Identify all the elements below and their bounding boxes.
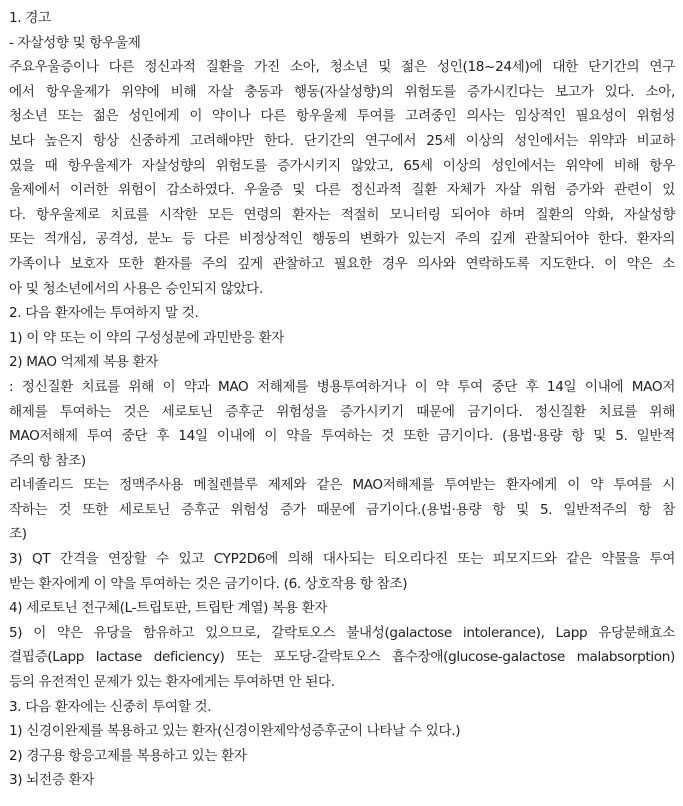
text-line: - 자살성향 및 항우울제: [9, 34, 141, 51]
text-line: 3) QT 간격을 연장할 수 있고 CYP2D6에 의해 대사되는 티오리다진 또는 피모지드와 같은 약물을 투여: [9, 551, 675, 568]
text-line: 다. 항우울제로 치료를 시작한 모든 연령의 환자는 적절히 모니터링 되어야 하며 질환의 악화, 자살성향: [9, 206, 675, 223]
text-line: 청소년 또는 젊은 성인에게 이 약이나 다른 항우울제 투여를 고려중인 의사는 임상적인 필요성이 위험성: [9, 108, 675, 125]
text-line: MAO저해제 투여 중단 후 14일 이내에 이 약을 투여하는 것 또한 금기이다. (용법·용량 항 및 5. 일반적: [9, 428, 675, 445]
text-line: 2. 다음 환자에는 투여하지 말 것.: [9, 305, 199, 322]
text-line: 조): [9, 526, 27, 543]
text-line: 2) 경구용 항응고제를 복용하고 있는 환자: [9, 747, 247, 764]
text-line: 결핍증(Lapp lactase deficiency) 또는 포도당-갈락토오스 흡수장애(glucose-galactose malabsorption): [9, 649, 675, 666]
text-line: 등의 유전적인 문제가 있는 환자에게는 투여하면 안 된다.: [9, 674, 335, 691]
text-line: 2) MAO 억제제 복용 환자: [9, 354, 159, 371]
text-line: 주요우울증이나 다른 정신과적 질환을 가진 소아, 청소년 및 젊은 성인(18~24세)에 대한 단기간의 연구: [9, 59, 675, 76]
text-line: 3) 뇌전증 환자: [9, 772, 95, 789]
text-line: 또는 적개심, 공격성, 분노 등 다른 비정상적인 행동의 변화가 있는지 주의 깊게 관찰되어야 한다. 환자의: [9, 231, 675, 248]
text-line: 해제를 투여하는 것은 세로토닌 증후군 위험성을 증가시키기 때문에 금기이다. 정신질환 치료를 위해: [9, 403, 675, 420]
text-line: 1) 신경이완제를 복용하고 있는 환자(신경이완제악성증후군이 나타날 수 있다.): [9, 723, 461, 740]
text-line: 작하는 것 또한 세로토닌 증후군 위험성 증가 때문에 금기이다.(용법·용량 항 및 5. 일반적주의 항 참: [9, 501, 675, 518]
text-line: 아 및 청소년에서의 사용은 승인되지 않았다.: [9, 280, 263, 297]
text-line: 3. 다음 환자에는 신중히 투여할 것.: [9, 698, 212, 715]
text-line: 5) 이 약은 유당을 함유하고 있으므로, 갈락토오스 불내성(galactose intolerance), Lapp 유당분해효소: [9, 624, 675, 641]
text-line: : 정신질환 치료를 위해 이 약과 MAO 저해제를 병용투여하거나 이 약 투여 중단 후 14일 이내에 MAO저: [9, 378, 675, 395]
text-line: 받는 환자에게 이 약을 투여하는 것은 금기이다. (6. 상호작용 항 참조): [9, 575, 408, 592]
text-line: 가족이나 보호자 또한 환자를 주의 깊게 관찰하고 필요한 경우 의사와 연락하도록 지도한다. 이 약은 소: [9, 255, 675, 272]
text-line: 에서 항우울제가 위약에 비해 자살 충동과 행동(자살성향)의 위험도를 증가시킨다는 보고가 있다. 소아,: [9, 83, 675, 100]
text-line: 주의 항 참조): [9, 452, 86, 469]
text-line: 4) 세로토닌 전구체(L-트립토판, 트립탄 계열) 복용 환자: [9, 600, 328, 617]
text-line: 보다 높은지 항상 신중하게 고려해야만 한다. 단기간의 연구에서 25세 이상의 성인에서는 위약과 비교하: [9, 132, 675, 149]
text-line: 였을 때 항우울제가 자살성향의 위험도를 증가시키지 않았고, 65세 이상의 성인에서는 위약에 비해 항우: [9, 157, 675, 174]
text-line: 1) 이 약 또는 이 약의 구성성분에 과민반응 환자: [9, 329, 285, 346]
text-line: 1. 경고: [9, 10, 51, 26]
text-line: 울제에서 이러한 위험이 감소하였다. 우울증 및 다른 정신과적 질환 자체가 자살 위험 증가와 관련이 있: [9, 182, 675, 199]
text-line: 리네졸리드 또는 정맥주사용 메칠렌블루 제제와 같은 MAO저해제를 투여받는 환자에게 이 약 투여를 시: [9, 477, 675, 494]
